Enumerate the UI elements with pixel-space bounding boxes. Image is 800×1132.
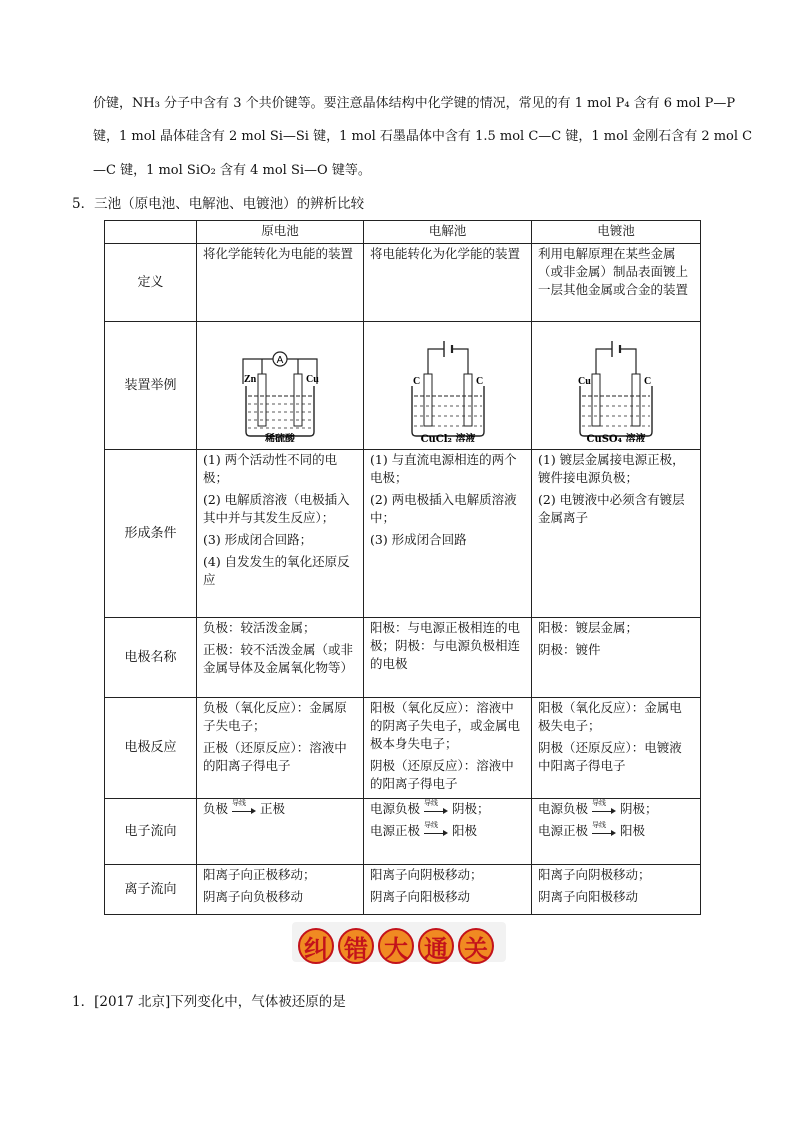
ion-flow-item: 阳离子向阴极移动； xyxy=(538,867,651,882)
electron-flow-electrolytic xyxy=(364,799,532,865)
electrode-names-galvanic xyxy=(197,618,364,698)
flow-from: 电源正极 xyxy=(370,823,421,838)
row-label-ion-flow: 离子流向 xyxy=(105,865,197,915)
header-plating: 电镀池 xyxy=(532,221,701,244)
apparatus-galvanic xyxy=(197,322,364,450)
banner-char: 纠 xyxy=(298,928,334,964)
flow-from: 电源负极 xyxy=(538,801,589,816)
row-label-apparatus: 装置举例 xyxy=(105,322,197,450)
condition-item: (2) 电镀液中必须含有镀层金属离子 xyxy=(538,492,685,525)
electrode-reactions-electrolytic xyxy=(364,698,532,799)
conditions-galvanic xyxy=(197,450,364,618)
banner-char: 大 xyxy=(378,928,414,964)
reaction-item: 阴极（还原反应）：电镀液中阳离子得电子 xyxy=(538,740,682,773)
flow-from: 负极 xyxy=(203,801,229,816)
electrode-name-item: 正极：较不活泼金属（或非金属导体及金属氧化物等） xyxy=(203,642,354,675)
ion-flow-electrolytic xyxy=(364,865,532,915)
left-electrode-label: Cu xyxy=(578,376,591,387)
electrolyte-caption: 稀硫酸 xyxy=(265,434,295,442)
condition-item: (2) 两电极插入电解质溶液中； xyxy=(370,492,517,525)
banner-char: 关 xyxy=(458,928,494,964)
ion-flow-item: 阴离子向负极移动 xyxy=(203,889,304,904)
ion-flow-item: 阴离子向阳极移动 xyxy=(538,889,639,904)
intro-line-3: —C 键，1 mol SiO₂ 含有 4 mol Si—O 键等。 xyxy=(93,163,371,178)
table-header-row xyxy=(105,221,701,244)
ion-flow-item: 阳离子向阴极移动； xyxy=(370,867,483,882)
definition-electrolytic: 将电能转化为化学能的装置 xyxy=(364,244,532,322)
plating-cell-diagram xyxy=(556,324,676,442)
table-row-electrode-reactions xyxy=(105,698,701,799)
reaction-item: 阳极（氧化反应）：溶液中的阴离子失电子，或金属电极本身失电子； xyxy=(370,700,521,751)
ion-flow-plating xyxy=(532,865,701,915)
electrode-names-plating xyxy=(532,618,701,698)
reaction-item: 正极（还原反应）：溶液中的阳离子得电子 xyxy=(203,740,347,773)
ion-flow-galvanic xyxy=(197,865,364,915)
ion-flow-item: 阴离子向阳极移动 xyxy=(370,889,471,904)
right-electrode-label: C xyxy=(644,376,652,387)
intro-paragraph xyxy=(93,88,753,186)
banner-char: 通 xyxy=(418,928,454,964)
electrode-name-item: 负极：较活泼金属； xyxy=(203,620,316,635)
reaction-item: 阳极（氧化反应）：金属电极失电子； xyxy=(538,700,682,733)
intro-line-2: 键，1 mol 晶体硅含有 2 mol Si—Si 键，1 mol 石墨晶体中含有 1.5 mol C—C 键，1 mol 金刚石含有 2 mol C xyxy=(93,129,753,144)
flow-to: 正极 xyxy=(259,801,285,816)
electrolyte-caption: CuSO₄ 溶液 xyxy=(586,434,646,442)
electrode-name-item: 阳极：镀层金属； xyxy=(538,620,639,635)
arrow-icon xyxy=(424,820,448,839)
reaction-item: 阴极（还原反应）：溶液中的阳离子得电子 xyxy=(370,758,514,791)
electrode-reactions-plating xyxy=(532,698,701,799)
question-1: 1．[2017 北京]下列变化中，气体被还原的是 xyxy=(72,994,346,1010)
condition-item: (1) 镀层金属接电源正极，镀件接电源负极； xyxy=(538,452,685,485)
header-electrolytic: 电解池 xyxy=(364,221,532,244)
row-label-electrode-reactions: 电极反应 xyxy=(105,698,197,799)
table-row-conditions xyxy=(105,450,701,618)
apparatus-electrolytic xyxy=(364,322,532,450)
row-label-conditions: 形成条件 xyxy=(105,450,197,618)
row-label-definition: 定义 xyxy=(105,244,197,322)
banner-char: 错 xyxy=(338,928,374,964)
error-correction-banner xyxy=(292,912,506,966)
arrow-caption: 导线 xyxy=(232,798,246,807)
definition-plating: 利用电解原理在某些金属（或非金属）制品表面镀上一层其他金属或合金的装置 xyxy=(532,244,701,322)
flow-from: 电源负极 xyxy=(370,801,421,816)
condition-item: (1) 两个活动性不同的电极； xyxy=(203,452,338,485)
arrow-icon xyxy=(232,798,256,817)
electrode-name-item: 阳极：与电源正极相连的电极；阴极：与电源负极相连的电极 xyxy=(370,620,521,671)
electrode-reactions-galvanic xyxy=(197,698,364,799)
intro-line-1: 价键，NH₃ 分子中含有 3 个共价键等。要注意晶体结构中化学键的情况，常见的有 1 mol P₄ 含有 6 mol P—P xyxy=(93,96,736,111)
table-row-electrode-names xyxy=(105,618,701,698)
right-electrode-label: Cu xyxy=(306,374,319,385)
galvanic-cell-diagram xyxy=(220,324,340,442)
flow-to: 阳极 xyxy=(451,823,477,838)
row-label-electron-flow: 电子流向 xyxy=(105,799,197,865)
apparatus-plating xyxy=(532,322,701,450)
flow-to: 阴极； xyxy=(451,801,490,816)
electrolytic-cell-diagram xyxy=(388,324,508,442)
reaction-item: 负极（氧化反应）：金属原子失电子； xyxy=(203,700,347,733)
arrow-caption: 导线 xyxy=(424,820,438,829)
condition-item: (3) 形成闭合回路 xyxy=(370,532,467,547)
electron-flow-plating xyxy=(532,799,701,865)
arrow-caption: 导线 xyxy=(592,798,606,807)
ammeter-label: A xyxy=(276,355,284,366)
table-row-electron-flow xyxy=(105,799,701,865)
left-electrode-label: Zn xyxy=(244,374,257,385)
electrode-name-item: 阴极：镀件 xyxy=(538,642,601,657)
flow-to: 阳极 xyxy=(619,823,645,838)
electron-flow-galvanic xyxy=(197,799,364,865)
condition-item: (4) 自发发生的氧化还原反应 xyxy=(203,554,350,587)
conditions-plating xyxy=(532,450,701,618)
condition-item: (1) 与直流电源相连的两个电极； xyxy=(370,452,517,485)
electrolyte-caption: CuCl₂ 溶液 xyxy=(420,434,475,442)
arrow-icon xyxy=(424,798,448,817)
header-galvanic: 原电池 xyxy=(197,221,364,244)
left-electrode-label: C xyxy=(412,376,420,387)
arrow-icon xyxy=(592,820,616,839)
electrode-names-electrolytic xyxy=(364,618,532,698)
right-electrode-label: C xyxy=(475,376,483,387)
arrow-caption: 导线 xyxy=(424,798,438,807)
ion-flow-item: 阳离子向正极移动； xyxy=(203,867,316,882)
conditions-electrolytic xyxy=(364,450,532,618)
table-row-definition xyxy=(105,244,701,322)
arrow-caption: 导线 xyxy=(592,820,606,829)
row-label-electrode-names: 电极名称 xyxy=(105,618,197,698)
arrow-icon xyxy=(592,798,616,817)
definition-galvanic: 将化学能转化为电能的装置 xyxy=(197,244,364,322)
flow-to: 阴极； xyxy=(619,801,658,816)
condition-item: (3) 形成闭合回路； xyxy=(203,532,313,547)
flow-from: 电源正极 xyxy=(538,823,589,838)
table-row-ion-flow xyxy=(105,865,701,915)
comparison-table xyxy=(104,220,701,915)
table-row-apparatus xyxy=(105,322,701,450)
condition-item: (2) 电解质溶液（电极插入其中并与其发生反应）； xyxy=(203,492,350,525)
header-empty xyxy=(105,221,197,244)
section-title: 5．三池（原电池、电解池、电镀池）的辨析比较 xyxy=(72,196,365,212)
